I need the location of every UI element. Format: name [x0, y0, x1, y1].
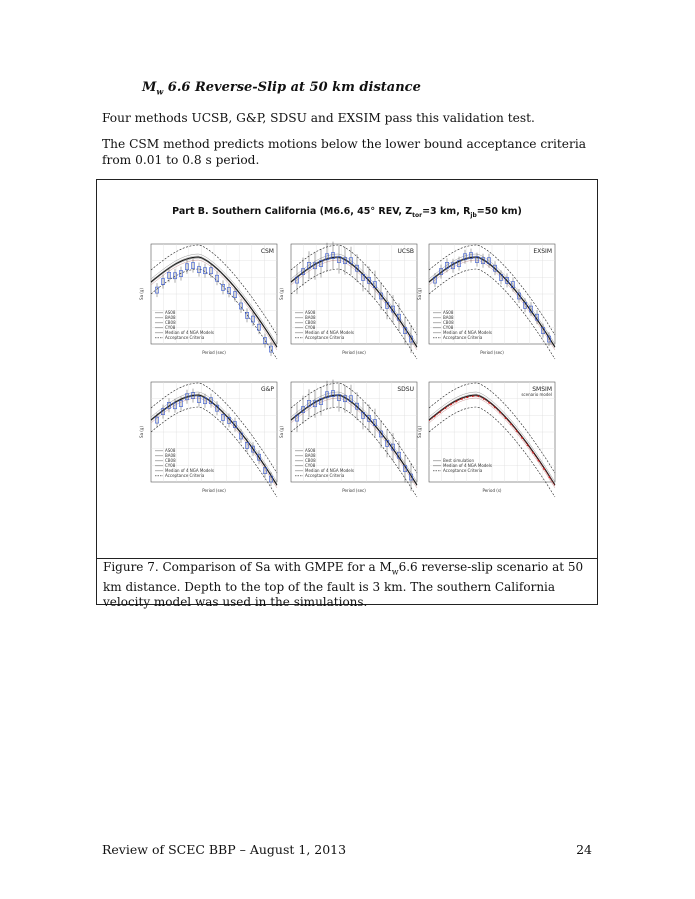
heading-mag-sub: w — [156, 86, 164, 97]
figure-title: Part B. Southern California (M6.6, 45° REV, $Z_{tor}=3$ km, $R_{jb}=50$ km) — [172, 206, 522, 219]
legend-entry: AS08 — [305, 310, 316, 315]
legend-entry: Best simulation — [443, 458, 474, 463]
panel-name: SMSIM — [532, 386, 552, 393]
legend-entry: Median of 4 NGA Models — [165, 468, 214, 473]
legend-entry: Acceptance Criteria — [305, 335, 345, 340]
legend-entry: Median of 4 NGA Models — [305, 468, 354, 473]
svg-text:Period (sec): Period (sec) — [202, 350, 226, 355]
legend-entry: CY08 — [165, 463, 176, 468]
panel-name: G&P — [261, 386, 274, 393]
legend-entry: CB08 — [165, 458, 176, 463]
legend-entry: BA08 — [305, 453, 316, 458]
legend-entry: Acceptance Criteria — [165, 473, 205, 478]
svg-text:Sa (g): Sa (g) — [139, 288, 144, 300]
panel-ucsb — [277, 240, 425, 364]
figure-box — [96, 179, 598, 609]
svg-text:Sa (g): Sa (g) — [279, 426, 284, 438]
legend-entry: CY08 — [305, 463, 316, 468]
svg-text:Period (sec): Period (sec) — [342, 488, 366, 493]
legend-entry: CB08 — [305, 320, 316, 325]
section-heading — [142, 80, 421, 97]
page-number: 24 — [576, 842, 592, 857]
svg-text:scenario model: scenario model — [521, 392, 552, 397]
panel-exsim — [415, 240, 563, 364]
svg-text:Sa (g): Sa (g) — [279, 288, 284, 300]
svg-text:Period (s): Period (s) — [482, 488, 502, 493]
figure-area — [97, 180, 597, 559]
legend-entry: Median of 4 NGA Models — [165, 330, 214, 335]
legend-entry: CY08 — [443, 325, 454, 330]
legend-entry: BA08 — [165, 453, 176, 458]
legend-entry: AS08 — [165, 310, 176, 315]
legend-entry: AS08 — [305, 448, 316, 453]
legend-entry: CB08 — [443, 320, 454, 325]
panel-name: CSM — [260, 248, 274, 255]
legend-entry: Acceptance Criteria — [443, 468, 483, 473]
legend-entry: Median of 4 NGA Models — [443, 463, 492, 468]
legend-entry: Acceptance Criteria — [443, 335, 483, 340]
panel-name: SDSU — [397, 386, 414, 393]
svg-text:Period (sec): Period (sec) — [202, 488, 226, 493]
heading-text: 6.6 Reverse-Slip at 50 km distance — [163, 80, 421, 95]
legend-entry: CB08 — [165, 320, 176, 325]
panel-sdsu — [277, 378, 425, 502]
paragraph-methods-pass: Four methods UCSB, G&P, SDSU and EXSIM pass this validation test. — [102, 111, 535, 125]
legend-entry: CB08 — [305, 458, 316, 463]
panel-name: EXSIM — [533, 248, 552, 255]
paragraph-csm-below: The CSM method predicts motions below the lower bound acceptance criteria from 0.01 to 0.8 s period. — [102, 137, 587, 167]
legend-entry: BA08 — [165, 315, 176, 320]
legend-entry: Acceptance Criteria — [165, 335, 205, 340]
legend-entry: Acceptance Criteria — [305, 473, 345, 478]
legend-entry: CY08 — [305, 325, 316, 330]
svg-text:Sa (g): Sa (g) — [139, 426, 144, 438]
svg-text:Period (sec): Period (sec) — [342, 350, 366, 355]
svg-text:Sa (g): Sa (g) — [417, 288, 422, 300]
panel-gandp — [137, 378, 285, 502]
panel-name: UCSB — [397, 248, 414, 255]
heading-mag: M — [142, 80, 157, 95]
legend-entry: Median of 4 NGA Models — [443, 330, 492, 335]
svg-text:Period (sec): Period (sec) — [480, 350, 504, 355]
legend-entry: AS08 — [443, 310, 454, 315]
legend-entry: AS08 — [165, 448, 176, 453]
panel-csm — [137, 240, 285, 364]
svg-text:Sa (g): Sa (g) — [417, 426, 422, 438]
panel-smsim — [415, 378, 563, 502]
legend-entry: BA08 — [305, 315, 316, 320]
legend-entry: Median of 4 NGA Models — [305, 330, 354, 335]
legend-entry: BA08 — [443, 315, 454, 320]
figure-caption: Figure 7. Comparison of Sa with GMPE for a $M_w6.6$ reverse-slip scenario at 50 km distance. Depth to the top of the fault is 3 km. The southern California velocity model was used in the simulations. — [103, 560, 584, 609]
legend-entry: CY08 — [165, 325, 176, 330]
footer-text: Review of SCEC BBP – August 1, 2013 — [102, 842, 347, 857]
